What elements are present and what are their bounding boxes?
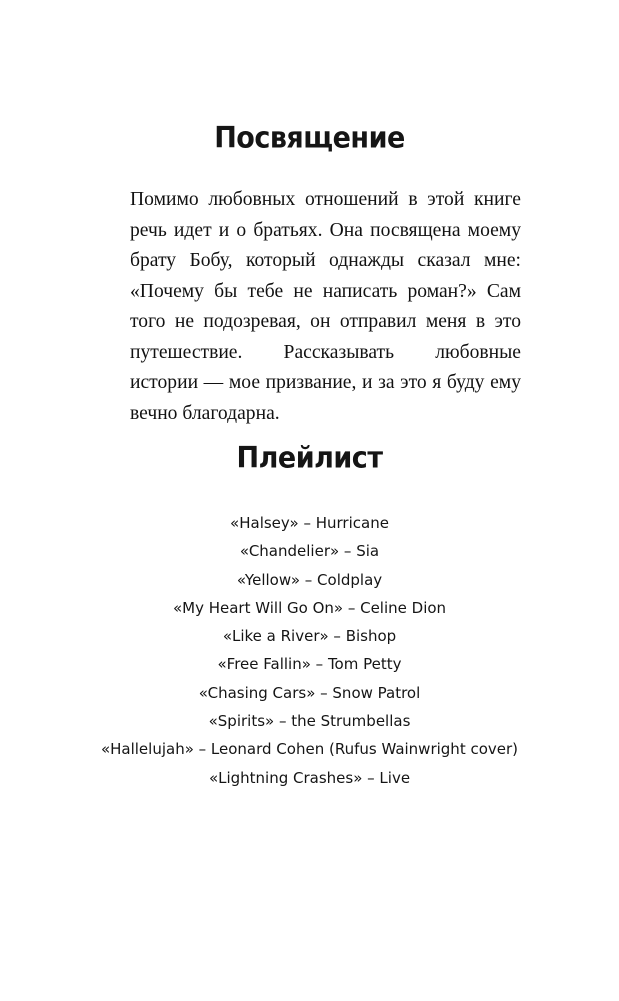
playlist-track: «My Heart Will Go On» – Celine Dion <box>172 598 447 617</box>
playlist-track: «Hallelujah» – Leonard Cohen (Rufus Wainwright cover) <box>100 740 519 759</box>
dedication-body <box>130 185 521 429</box>
playlist-track: «Chasing Cars» – Snow Patrol <box>198 683 421 702</box>
playlist-list <box>0 509 619 792</box>
playlist-track: «Lightning Crashes» – Live <box>208 768 411 787</box>
playlist-track: «Spirits» – the Strumbellas <box>208 712 411 731</box>
playlist-track: «Halsey» – Hurricane <box>230 514 389 532</box>
playlist-track: «Free Fallin» – Tom Petty <box>217 655 402 674</box>
playlist-track: «Yellow» – Coldplay <box>236 570 383 589</box>
playlist-track: «Chandelier» – Sia <box>239 542 380 561</box>
playlist-track: «Like a River» – Bishop <box>222 627 397 646</box>
dedication-heading: Посвящение <box>214 121 405 156</box>
playlist-heading: Плейлист <box>236 441 383 476</box>
dedication-paragraph: Помимо любовных отношений в этой книге речь идет и о братьях. Она посвящена моему брату Бобу, который однажды сказал мне: «Почему бы тебе не написать роман?» Сам того не подозревая, он отправил меня в это путешествие. Рассказывать любовные истории — мое призвание, и за это я буду ему вечно благодарна. <box>130 189 521 424</box>
